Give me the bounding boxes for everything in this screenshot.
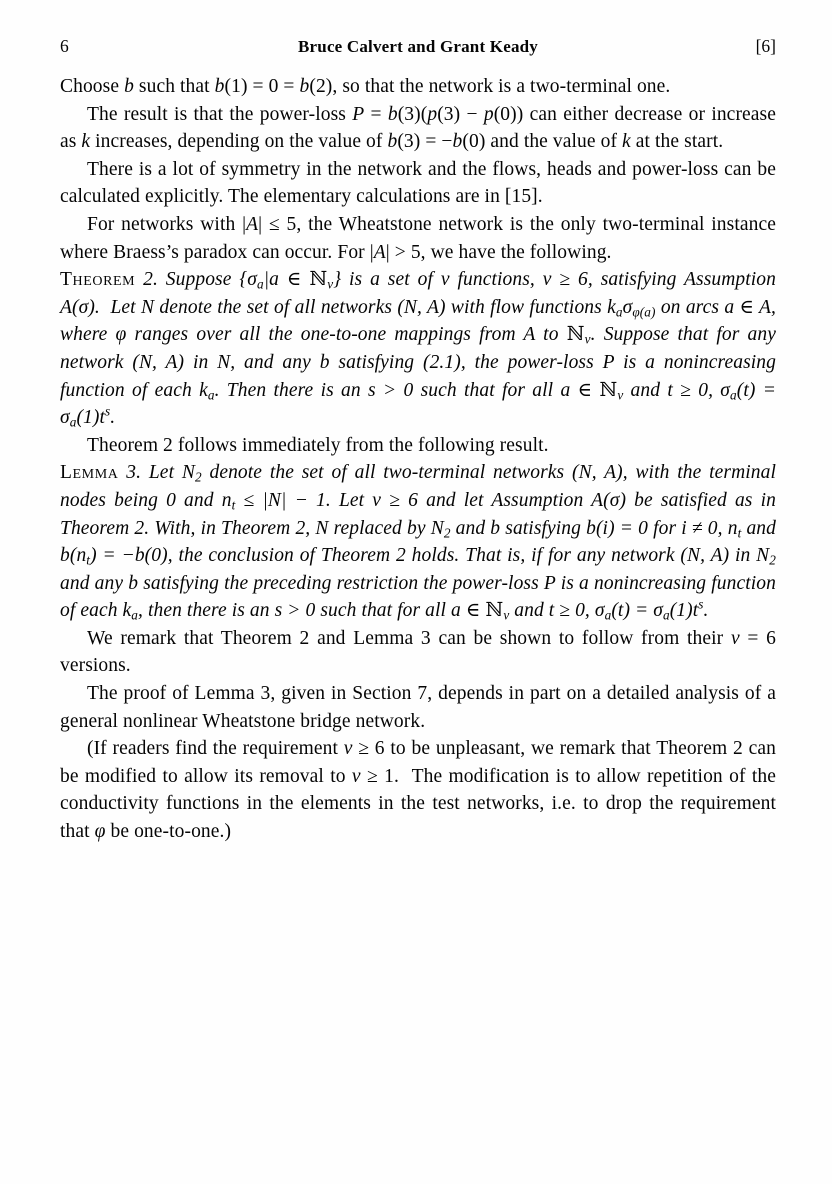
para-power-loss-result: The result is that the power-loss P = b(3)(p(3) − p(0)) can either decrease or increase as k increases, depending on the value of b(3) = −b(0) and the value of k at the start. xyxy=(60,103,776,153)
theorem-2: Theorem 2. Suppose {$\sigma_a|a$ ∈ ℕ$_\nu$} is a set of ν functions, ν ≥ 6, satisfying Assumption A(σ). Let N denote the set of all networks (N, A) with flow functions $k_a\sigma_{\varphi(a)}$ on arcs a ∈ A, where φ ranges over all the one-to-one mappings from A to ℕ$_\nu$. Suppose that for any network (N, A) in N, and any b satisfying (2.1), the power-loss P is a nonincreasing function of each $k_a$. Then there is an s > 0 such that for all a ∈ ℕ$_\nu$ and t ≥ 0, $\sigma_a(t) = \sigma_a(1)t^s$. xyxy=(60,269,776,430)
page-number: 6 xyxy=(60,36,69,56)
page-header xyxy=(60,36,776,57)
para-symmetry: There is a lot of symmetry in the network and the flows, heads and power-loss can be calculated explicitly. The elementary calculations are in [15]. xyxy=(60,158,776,208)
para-wheatstone-instance: For networks with |A| ≤ 5, the Wheatstone network is the only two-terminal instance where Braess’s paradox can occur. For |A| > 5, we have the following. xyxy=(60,213,776,263)
para-if-readers: (If readers find the requirement ν ≥ 6 to be unpleasant, we remark that Theorem 2 can be modified to allow its removal to ν ≥ 1. The modification is to allow repetition of the conductivity functions in the elements in the test networks, i.e. to drop the requirement that φ be one-to-one.) xyxy=(60,738,776,843)
issue-ref: [6] xyxy=(755,36,776,56)
page-body xyxy=(60,73,776,846)
para-choose-b: Choose b such that b(1) = 0 = b(2), so that the network is a two-terminal one. xyxy=(60,76,671,97)
para-remark-versions: We remark that Theorem 2 and Lemma 3 can be shown to follow from their ν = 6 versions. xyxy=(60,627,776,677)
para-theorem-follows: Theorem 2 follows immediately from the following result. xyxy=(87,434,549,456)
lemma-3: Lemma 3. Let $N_2$ denote the set of all two-terminal networks (N, A), with the terminal nodes being 0 and $n_t \le |N| - 1$. Let ν ≥ 6 and let Assumption A(σ) be satisfied as in Theorem 2. With, in Theorem 2, N replaced by $N_2$ and b satisfying b(i) = 0 for i ≠ 0, $n_t$ and $b(n_t) = -b(0)$, the conclusion of Theorem 2 holds. That is, if for any network (N, A) in $N_2$ and any b satisfying the preceding restriction the power-loss P is a nonincreasing function of each $k_a$, then there is an s > 0 such that for all a ∈ ℕ$_\nu$ and t ≥ 0, $\sigma_a(t) = \sigma_a(1)t^s$. xyxy=(60,462,777,623)
running-title: Bruce Calvert and Grant Keady xyxy=(298,37,538,56)
para-proof-lemma: The proof of Lemma 3, given in Section 7, depends in part on a detailed analysis of a general nonlinear Wheatstone bridge network. xyxy=(60,683,776,732)
